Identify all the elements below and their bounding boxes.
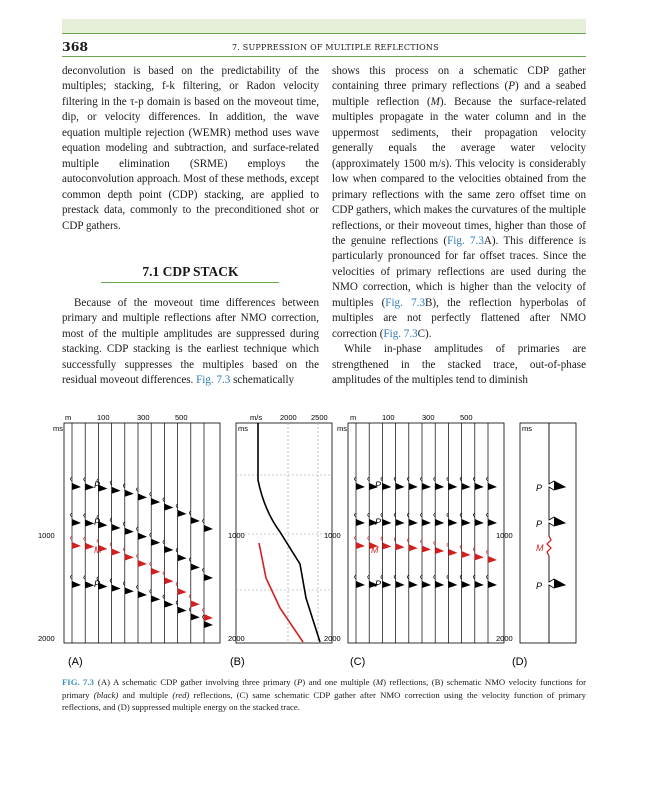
- primary-wavelet: [382, 483, 391, 490]
- primary-wavelet: [488, 581, 497, 588]
- primary-wavelet: [138, 494, 147, 501]
- primary-wavelet: [422, 483, 431, 490]
- paragraph-process: shows this process on a schematic CDP gather containing three primary reflections (P) and a seabed multiple reflection (M). Because the surface-related multiples propagate in the water column and in the uppermost sediments, their propagation velocity generally equals the average water velocity (approximately 1500 m/s). This velocity is considerably low when compared to the velocities obtained from the primary reflections with the same zero offset time on CDP gathers, which makes the curvatures of the multiple reflections, or their moveout times, higher than those of the genuine reflections (Fig. 7.3A). This difference is particularly pronounced for far offset traces. Since the velocities of primary reflections are used during the NMO correction, which is higher than the velocity of multiples (Fig. 7.3B), the reflection hyperbolas of multiples are not perfectly flattened after NMO correction (Fig. 7.3C).: [332, 65, 587, 340]
- label-d-p1: P: [536, 483, 543, 493]
- primary-wavelet: [164, 601, 173, 608]
- primary-wavelet: [475, 581, 484, 588]
- primary-wavelet: [435, 581, 444, 588]
- primary-wavelet: [488, 519, 497, 526]
- primary-wavelet: [356, 581, 365, 588]
- primary-wavelet: [125, 528, 134, 535]
- label-m: M: [94, 545, 102, 555]
- multiple-wavelet: [191, 600, 200, 607]
- velocity-primary-line: [258, 423, 320, 642]
- primary-wavelet: [409, 581, 418, 588]
- panel-d-2000: 2000: [496, 634, 513, 643]
- figure-7-3: [38, 412, 594, 674]
- panel-c-1000: 1000: [324, 531, 341, 540]
- primary-wavelet: [356, 483, 365, 490]
- multiple-wavelet: [164, 577, 173, 584]
- multiple-wavelet: [475, 553, 484, 560]
- left-column-top: [62, 64, 319, 234]
- panel-c-tick-500: 500: [460, 413, 473, 422]
- primary-wavelet: [112, 524, 121, 531]
- primary-wavelet: [178, 607, 187, 614]
- multiple-wavelet: [488, 556, 497, 563]
- label-p3: P: [94, 579, 101, 589]
- page-number: 368: [62, 39, 89, 54]
- primary-wavelet: [191, 613, 200, 620]
- primary-wavelet: [448, 581, 457, 588]
- primary-wavelet: [125, 490, 134, 497]
- multiple-wavelet: [448, 549, 457, 556]
- primary-wavelet: [409, 483, 418, 490]
- panel-a-label: (A): [68, 656, 83, 668]
- primary-wavelet: [396, 581, 405, 588]
- multiple-wavelet: [125, 554, 134, 561]
- primary-wavelet: [382, 581, 391, 588]
- panel-c-tick-100: 100: [382, 413, 395, 422]
- primary-wavelet: [178, 510, 187, 517]
- primary-wavelet: [138, 591, 147, 598]
- primary-wavelet: [422, 519, 431, 526]
- primary-wavelet: [178, 554, 187, 561]
- panel-b-tick-2000: 2000: [280, 413, 297, 422]
- paragraph-inphase: While in-phase amplitudes of primaries are strengthened in the stacked trace, out-of-phase amplitudes of the multiples tend to diminish: [332, 343, 586, 387]
- primary-wavelet: [396, 483, 405, 490]
- label-p2: P: [94, 517, 101, 527]
- primary-wavelet: [138, 533, 147, 540]
- multiple-wavelet: [422, 546, 431, 553]
- fig-link[interactable]: Fig. 7.3: [196, 374, 231, 387]
- multiple-wavelet: [178, 588, 187, 595]
- primary-wavelet: [191, 564, 200, 571]
- panel-b-ms-unit: m/s: [250, 413, 263, 422]
- panel-c-tick-300: 300: [422, 413, 435, 422]
- primary-wavelet: [72, 581, 81, 588]
- multiple-wavelet: [138, 560, 147, 567]
- panel-c-ms: ms: [337, 424, 347, 433]
- primary-wavelet: [72, 519, 81, 526]
- panel-a-2000: 2000: [38, 634, 55, 643]
- primary-wavelet: [112, 487, 121, 494]
- panel-d-frame: [520, 423, 576, 643]
- panel-c-2000: 2000: [324, 634, 341, 643]
- panel-b-ms: ms: [238, 424, 248, 433]
- panel-d-label: (D): [512, 656, 528, 668]
- multiple-wavelet: [151, 568, 160, 575]
- figure-caption: FIG. 7.3 (A) A schematic CDP gather involving three primary (P) and one multiple (M) reflections, (B) schematic NMO velocity functions for primary (black) and multiple (red) reflections, (C) same schematic CDP gather after NMO correction using the velocity function of primary reflections, and (D) suppressed multiple energy on the stacked trace.: [62, 677, 586, 713]
- stacked-trace: [547, 423, 565, 643]
- paragraph-cdp-stack: Because of the moveout time differences between primary and multiple reflections after NMO correction, most of the multiple amplitudes are suppressed during stacking. CDP stacking is the earliest technique which successfully suppresses the multiples based on the residual moveout differences. Fig. 7.3 schematically: [62, 297, 319, 387]
- stacked-multiple: [547, 536, 551, 556]
- header-rule-top: [62, 33, 586, 34]
- primary-wavelet: [422, 581, 431, 588]
- panel-a-traces: [71, 423, 214, 643]
- paragraph-deconvolution: deconvolution is based on the predictability of the multiples; stacking, f-k filtering, or Radon velocity filtering in the τ-p domain is based on the moveout time, dip, or velocity differences. In addition, the wave equation multiple rejection (WEMR) method uses wave equation modeling and subtraction, and surface-related multiple elimination (SRME) employs the autoconvolution approach. Most of these methods, except common depth point (CDP) stacking, are applied to prestack data, commonly to the preconditioned shot or CDP gathers.: [62, 65, 319, 232]
- running-head: 7. SUPPRESSION OF MULTIPLE REFLECTIONS: [232, 43, 439, 52]
- multiple-wavelet: [396, 543, 405, 550]
- panel-b-tick-2500: 2500: [311, 413, 328, 422]
- primary-wavelet: [475, 483, 484, 490]
- primary-wavelet: [475, 519, 484, 526]
- primary-wavelet: [435, 519, 444, 526]
- primary-wavelet: [85, 483, 94, 490]
- panel-a-tick-500: 500: [175, 413, 188, 422]
- primary-wavelet: [112, 585, 121, 592]
- primary-wavelet: [151, 595, 160, 602]
- label-d-m: M: [536, 543, 544, 553]
- primary-wavelet: [462, 581, 471, 588]
- fig-link-c[interactable]: Fig. 7.3: [383, 327, 418, 340]
- panel-c-frame: [348, 423, 504, 643]
- left-column-bottom: [62, 296, 319, 389]
- primary-wavelet: [382, 519, 391, 526]
- multiple-wavelet: [112, 548, 121, 555]
- label-p1: P: [94, 480, 101, 490]
- primary-wavelet: [151, 539, 160, 546]
- primary-wavelet: [191, 517, 200, 524]
- primary-wavelet: [85, 520, 94, 527]
- multiple-wavelet: [409, 544, 418, 551]
- multiple-wavelet: [72, 542, 81, 549]
- primary-wavelet: [435, 483, 444, 490]
- section-underline: [101, 282, 279, 283]
- fig-link-b[interactable]: Fig. 7.3: [385, 296, 426, 309]
- label-d-p3: P: [536, 581, 543, 591]
- panel-b-label: (B): [230, 656, 245, 668]
- panel-b-1000: 1000: [228, 531, 245, 540]
- panel-d-ms: ms: [522, 424, 532, 433]
- primary-wavelet: [462, 483, 471, 490]
- panel-a-1000: 1000: [38, 531, 55, 540]
- fig-link-a[interactable]: Fig. 7.3: [447, 234, 484, 247]
- primary-wavelet: [409, 519, 418, 526]
- panel-a-frame: [64, 423, 220, 643]
- primary-wavelet: [396, 519, 405, 526]
- primary-wavelet: [151, 498, 160, 505]
- primary-wavelet: [125, 587, 134, 594]
- primary-wavelet: [85, 581, 94, 588]
- caption-label: FIG. 7.3: [62, 677, 94, 687]
- multiple-wavelet: [85, 543, 94, 550]
- primary-wavelet: [204, 574, 213, 581]
- primary-wavelet: [164, 546, 173, 553]
- panel-c-label: (C): [350, 656, 366, 668]
- panel-c-m: m: [350, 413, 357, 422]
- multiple-wavelet: [382, 543, 391, 550]
- primary-wavelet: [204, 525, 213, 532]
- panel-b-2000: 2000: [228, 634, 245, 643]
- primary-wavelet: [356, 519, 365, 526]
- panel-c-traces: [355, 423, 498, 643]
- label-c-p2: P: [375, 517, 382, 527]
- panel-a-tick-100: 100: [97, 413, 110, 422]
- figure-svg: [38, 412, 594, 674]
- label-c-p1: P: [375, 480, 382, 490]
- panel-d-1000: 1000: [496, 531, 513, 540]
- primary-wavelet: [488, 483, 497, 490]
- label-c-m: M: [371, 545, 379, 555]
- panel-a-tick-300: 300: [137, 413, 150, 422]
- section-title: 7.1 CDP STACK: [142, 264, 239, 279]
- header-rule-bottom: [62, 56, 586, 57]
- panel-a-ms: ms: [53, 424, 63, 433]
- multiple-wavelet: [435, 547, 444, 554]
- panel-b-frame: [236, 423, 332, 643]
- primary-wavelet: [448, 483, 457, 490]
- primary-wavelet: [448, 519, 457, 526]
- primary-wavelet: [204, 621, 213, 628]
- header-band: [62, 19, 586, 33]
- multiple-wavelet: [462, 551, 471, 558]
- multiple-wavelet: [356, 542, 365, 549]
- primary-wavelet: [72, 483, 81, 490]
- right-column: [332, 64, 586, 389]
- multiple-wavelet: [204, 614, 213, 621]
- primary-wavelet: [164, 504, 173, 511]
- panel-a-m: m: [65, 413, 72, 422]
- label-c-p3: P: [375, 579, 382, 589]
- primary-wavelet: [462, 519, 471, 526]
- label-d-p2: P: [536, 519, 543, 529]
